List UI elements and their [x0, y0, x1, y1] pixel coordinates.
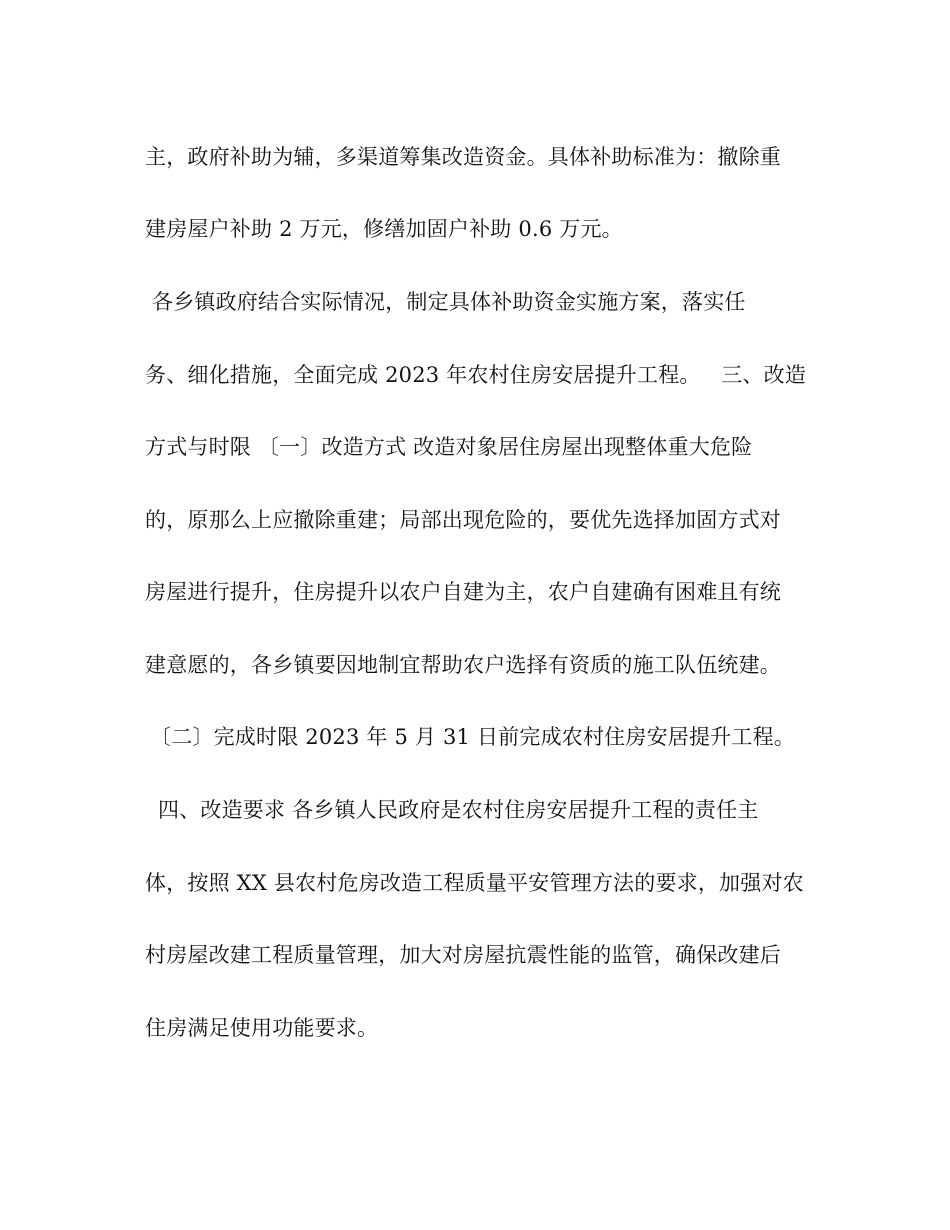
text-line: 各乡镇政府结合实际情况，制定具体补助资金实施方案，落实任	[152, 290, 746, 314]
text-line: 〔二〕完成时限 2023 年 5 月 31 日前完成农村住房安居提升工程。	[150, 725, 795, 749]
text-line: 主，政府补助为辅，多渠道筹集改造资金。具体补助标准为：撤除重	[145, 145, 781, 169]
text-line: 住房满足使用功能要求。	[145, 1016, 379, 1040]
text-line: 建房屋户补助 2 万元，修缮加固户补助 0.6 万元。	[145, 217, 623, 241]
text-line: 四、改造要求 各乡镇人民政府是农村住房安居提升工程的责任主	[158, 798, 759, 822]
text-line: 方式与时限 〔一〕改造方式 改造对象居住房屋出现整体重大危险	[145, 435, 753, 459]
text-line: 的，原那么上应撤除重建；局部出现危险的，要优先选择加固方式对	[145, 508, 781, 532]
text-line: 体，按照 XX 县农村危房改造工程质量平安管理方法的要求，加强对农	[145, 871, 804, 895]
text-line: 建意愿的，各乡镇要因地制宜帮助农户选择有资质的施工队伍统建。	[145, 653, 781, 677]
text-line: 房屋进行提升，住房提升以农户自建为主，农户自建确有困难且有统	[145, 580, 781, 604]
text-line: 村房屋改建工程质量管理，加大对房屋抗震性能的监管，确保改建后	[145, 943, 781, 967]
text-line: 务、细化措施，全面完成 2023 年农村住房安居提升工程。 三、改造	[145, 363, 807, 387]
